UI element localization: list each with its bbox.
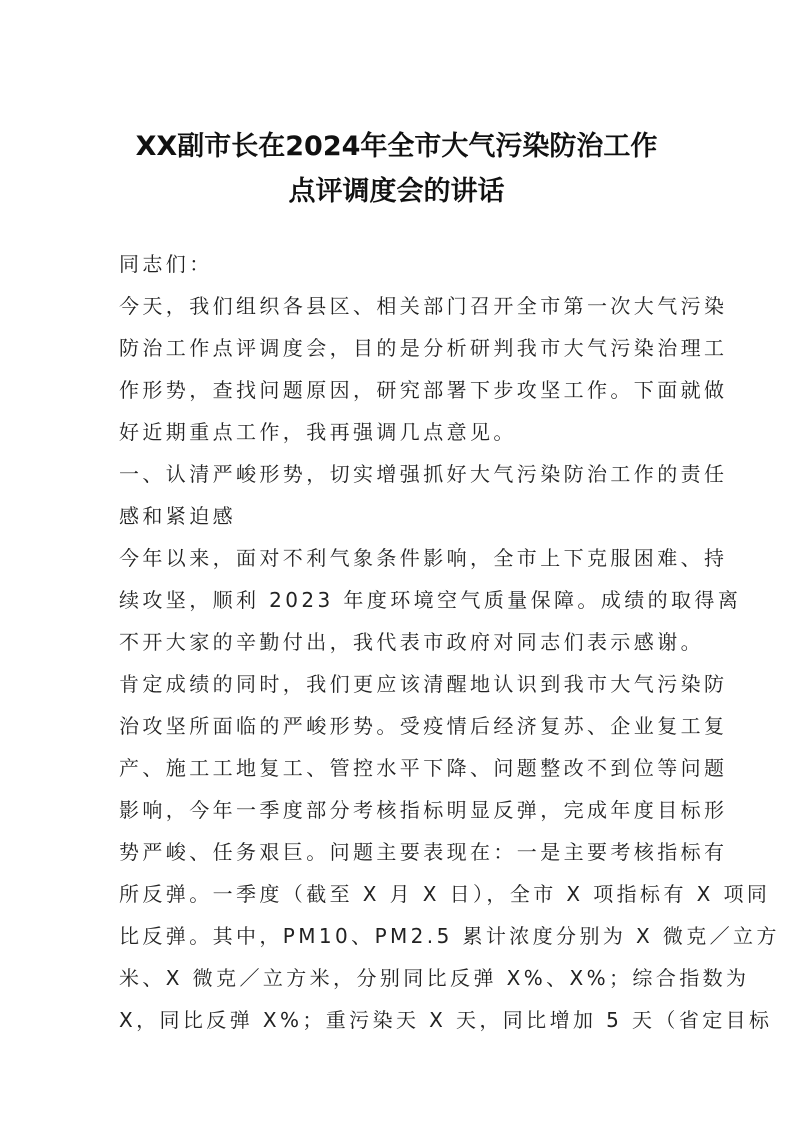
document-title <box>110 124 683 214</box>
text-line: 不开大家的辛勤付出，我代表市政府对同志们表示感谢。 <box>119 630 704 654</box>
text-line: 作形势，查找问题原因，研究部署下步攻坚工作。下面就做 <box>119 378 728 402</box>
text-line: 续攻坚，顺利 2023 年度环境空气质量保障。成绩的取得离 <box>119 588 742 612</box>
title-line-1: XX副市长在2024年全市大气污染防治工作 <box>135 131 658 162</box>
document-body <box>119 243 780 1041</box>
text-line: 肯定成绩的同时，我们更应该清醒地认识到我市大气污染防 <box>119 672 728 696</box>
text-line: 今年以来，面对不利气象条件影响，全市上下克服困难、持 <box>119 546 728 570</box>
text-line: X，同比反弹 X%；重污染天 X 天，同比增加 5 天（省定目标 <box>119 1008 773 1032</box>
text-line: 所反弹。一季度（截至 X 月 X 日），全市 X 项指标有 X 项同 <box>119 882 771 906</box>
text-line: 势严峻、任务艰巨。问题主要表现在：一是主要考核指标有 <box>119 840 728 864</box>
text-line: 防治工作点评调度会，目的是分析研判我市大气污染治理工 <box>119 336 728 360</box>
text-line: 产、施工工地复工、管控水平下降、问题整改不到位等问题 <box>119 756 728 780</box>
text-line: 治攻坚所面临的严峻形势。受疫情后经济复苏、企业复工复 <box>119 714 728 738</box>
salutation: 同志们： <box>119 252 213 276</box>
section-heading: 一、认清严峻形势，切实增强抓好大气污染防治工作的责任 <box>119 462 728 486</box>
text-line: 好近期重点工作，我再强调几点意见。 <box>119 420 517 444</box>
title-line-2: 点评调度会的讲话 <box>288 176 505 207</box>
text-line: 比反弹。其中，PM10、PM2.5 累计浓度分别为 X 微克／立方 <box>119 924 780 948</box>
text-line: 影响，今年一季度部分考核指标明显反弹，完成年度目标形 <box>119 798 728 822</box>
text-line: 今天，我们组织各县区、相关部门召开全市第一次大气污染 <box>119 294 728 318</box>
text-line: 米、X 微克／立方米，分别同比反弹 X%、X%；综合指数为 <box>119 966 750 990</box>
section-heading: 感和紧迫感 <box>119 504 236 528</box>
